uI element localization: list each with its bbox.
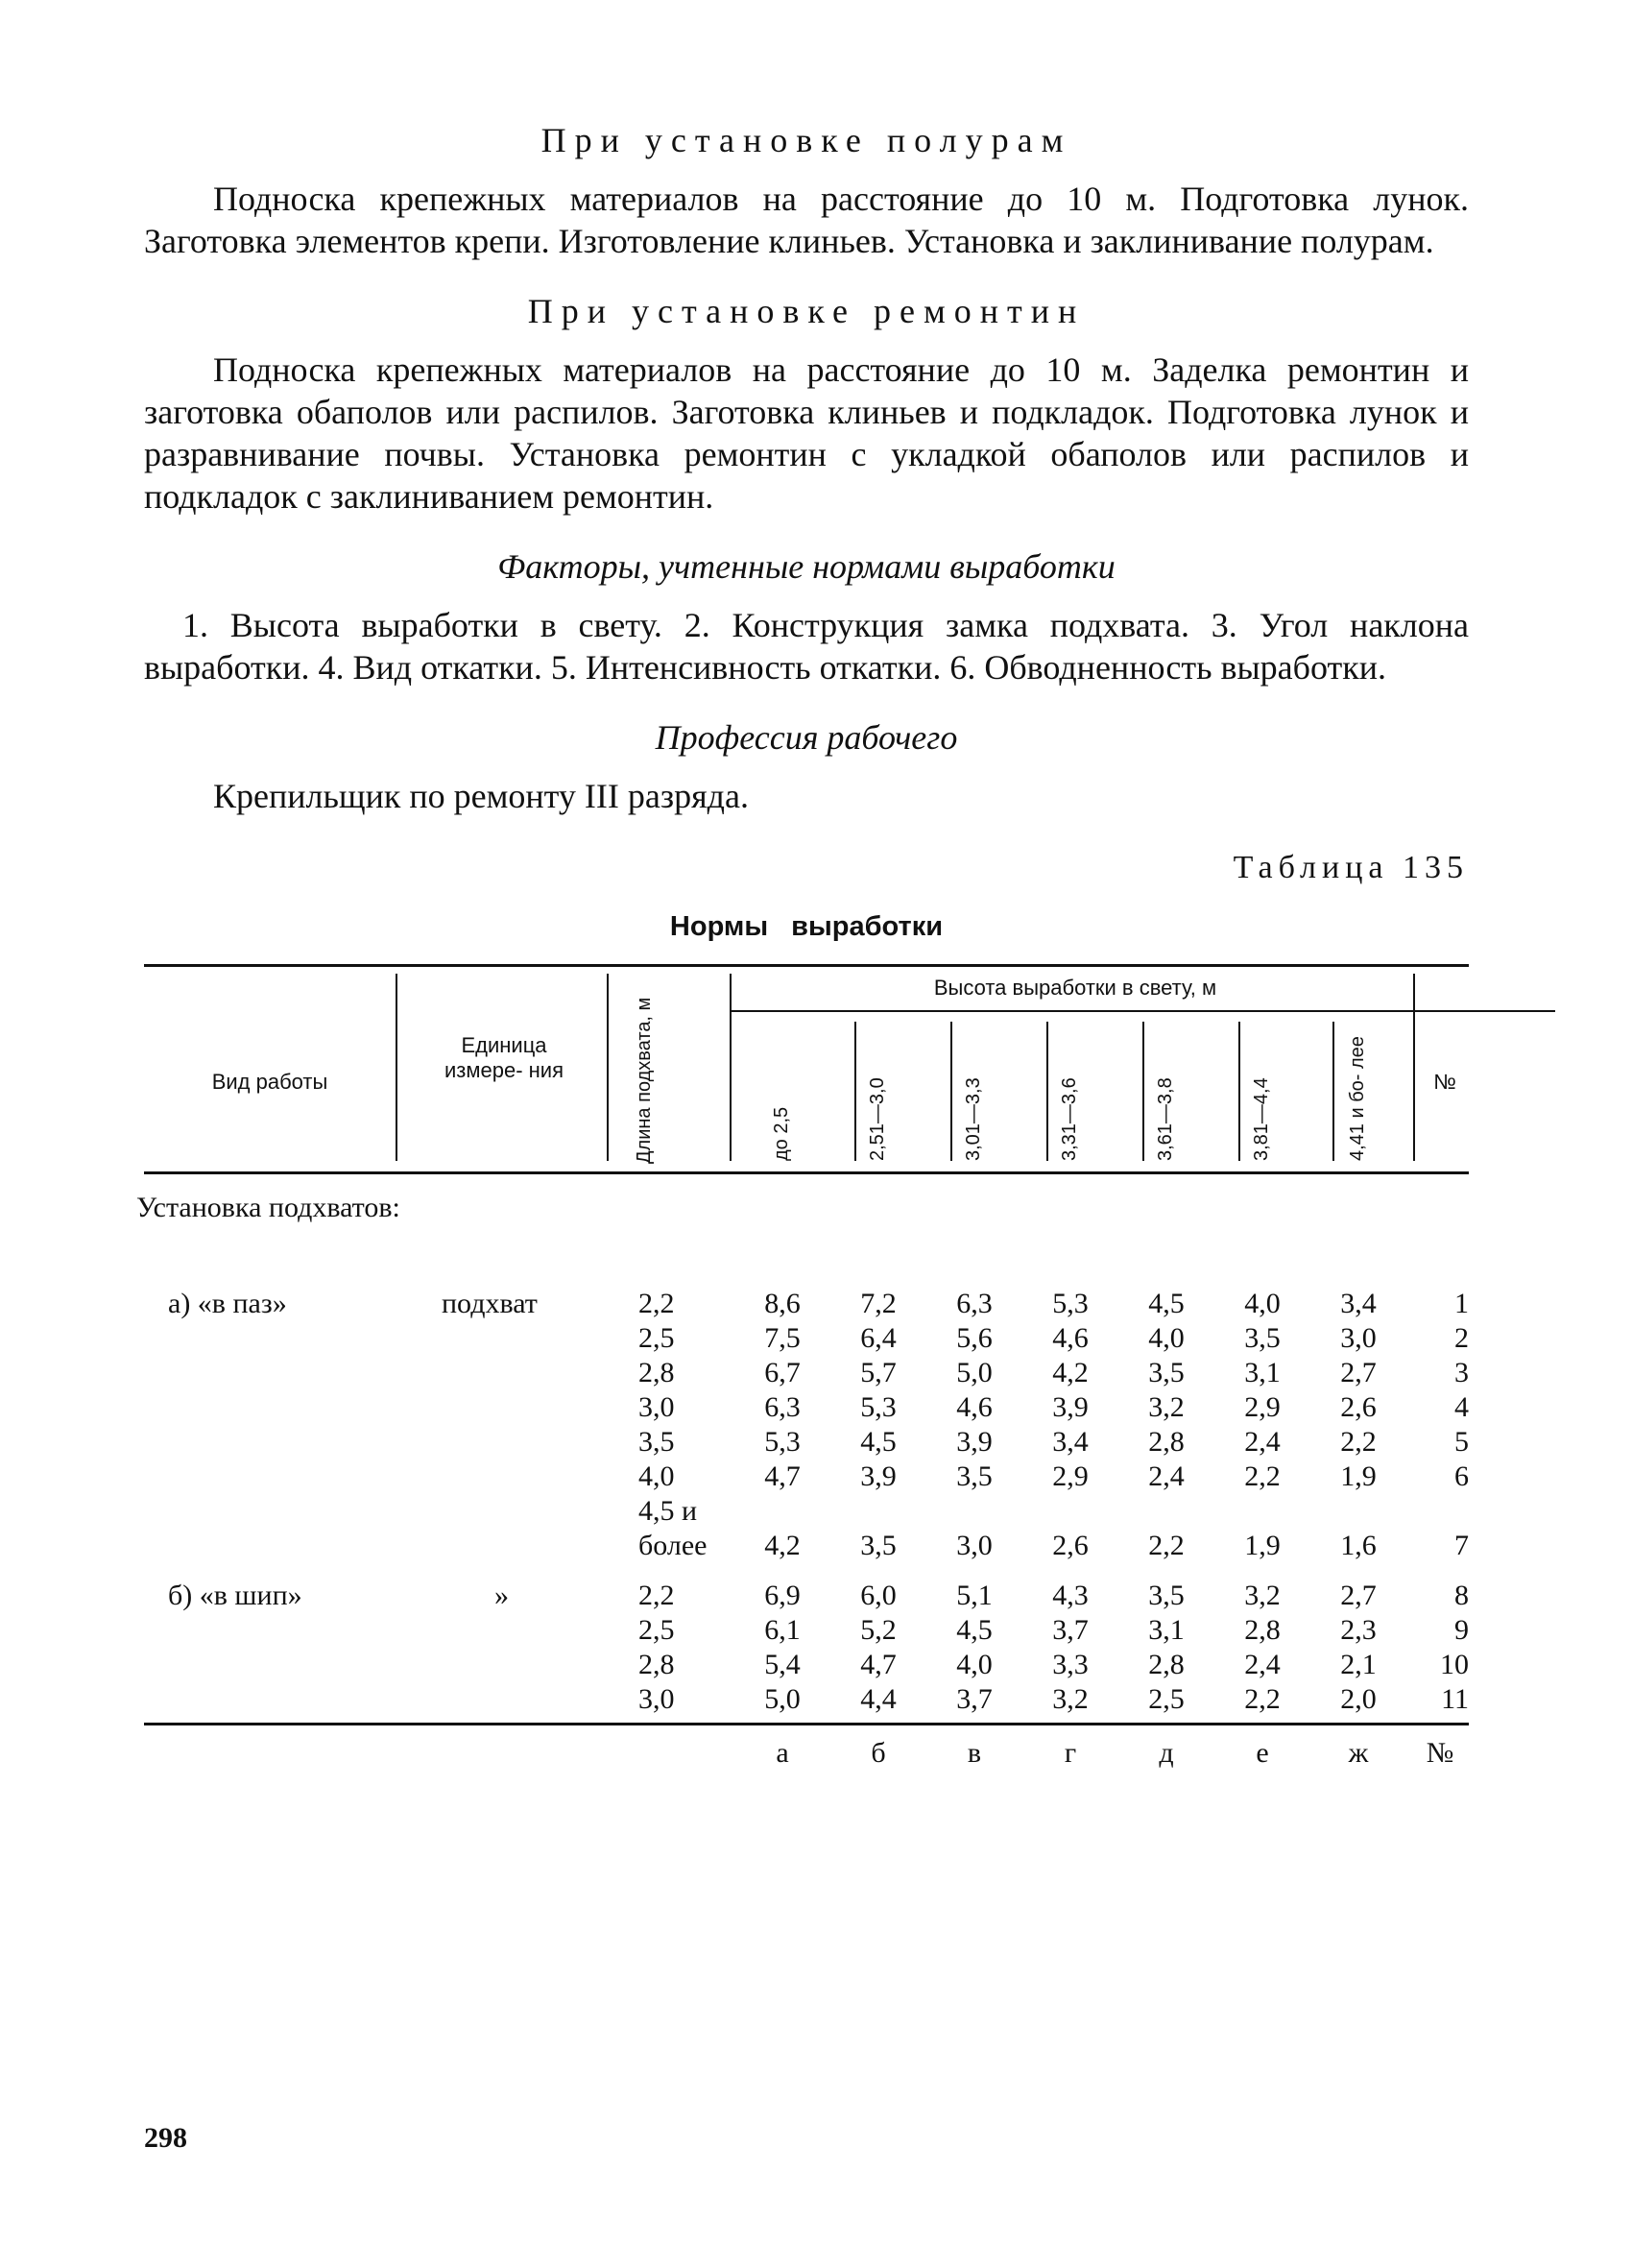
header-height-range: 3,01—3,3	[963, 1077, 984, 1161]
norm-value: 6,0	[860, 1580, 897, 1611]
norm-value: 5,2	[860, 1614, 897, 1646]
row-number: 5	[1454, 1426, 1469, 1458]
norm-value: 2,1	[1340, 1649, 1377, 1680]
norm-value: 3,4	[1340, 1288, 1377, 1319]
row-number: 11	[1441, 1683, 1469, 1715]
length-cell: 3,5	[638, 1426, 675, 1458]
row-number: 4	[1454, 1391, 1469, 1423]
norm-value: 5,1	[956, 1580, 993, 1611]
norm-value: 2,0	[1340, 1683, 1377, 1715]
norm-value: 3,5	[1148, 1580, 1185, 1611]
norm-value: 3,0	[1340, 1322, 1377, 1354]
norm-value: 6,1	[764, 1614, 801, 1646]
norm-value: 3,3	[1052, 1649, 1089, 1680]
norm-value: 2,4	[1244, 1426, 1281, 1458]
header-divider	[730, 974, 732, 1161]
norm-value: 3,5	[956, 1460, 993, 1492]
norm-value: 7,5	[764, 1322, 801, 1354]
norm-value: 6,7	[764, 1357, 801, 1388]
row-number: 2	[1454, 1322, 1469, 1354]
page-number: 298	[144, 2122, 187, 2154]
norm-value: 2,4	[1244, 1649, 1281, 1680]
header-divider	[1332, 1022, 1334, 1161]
norm-value: 3,9	[1052, 1391, 1089, 1423]
paragraph-profession: Крепильщик по ремонту III разряда.	[213, 777, 749, 815]
header-divider	[1142, 1022, 1144, 1161]
group-unit: подхват	[442, 1288, 538, 1319]
norm-value: 2,9	[1244, 1391, 1281, 1423]
norm-value: 4,4	[860, 1683, 897, 1715]
norm-value: 2,7	[1340, 1357, 1377, 1388]
column-letter: №	[1426, 1737, 1454, 1769]
norm-value: 1,6	[1340, 1530, 1377, 1561]
header-length: Длина подхвата, м	[634, 997, 655, 1164]
norm-value: 3,7	[956, 1683, 993, 1715]
norm-value: 3,1	[1244, 1357, 1281, 1388]
column-letter: ж	[1348, 1737, 1369, 1769]
norm-value: 1,9	[1340, 1460, 1377, 1492]
norm-value: 4,5	[1148, 1288, 1185, 1319]
header-divider	[1238, 1022, 1240, 1161]
section-heading-factors: Факторы, учтенные нормами выработки	[497, 547, 1116, 586]
norm-value: 4,0	[956, 1649, 993, 1680]
header-height-range: 3,81—4,4	[1251, 1077, 1272, 1161]
norm-value: 6,3	[956, 1288, 993, 1319]
norm-value: 2,4	[1148, 1460, 1185, 1492]
header-divider	[1413, 974, 1415, 1161]
row-number: 3	[1454, 1357, 1469, 1388]
norm-value: 1,9	[1244, 1530, 1281, 1561]
norm-value: 6,3	[764, 1391, 801, 1423]
norm-value: 3,7	[1052, 1614, 1089, 1646]
length-cell: 3,0	[638, 1391, 675, 1423]
norm-value: 2,8	[1148, 1649, 1185, 1680]
header-height-range: до 2,5	[771, 1106, 792, 1161]
norm-value: 2,9	[1052, 1460, 1089, 1492]
length-cell: 4,5 и более	[638, 1495, 708, 1561]
length-cell: 2,2	[638, 1580, 675, 1611]
norm-value: 5,0	[764, 1683, 801, 1715]
norm-value: 5,7	[860, 1357, 897, 1388]
norm-value: 7,2	[860, 1288, 897, 1319]
height-group-rule	[730, 1010, 1555, 1012]
norm-value: 2,6	[1052, 1530, 1089, 1561]
header-divider	[396, 974, 397, 1161]
norm-value: 3,4	[1052, 1426, 1089, 1458]
norm-value: 4,2	[1052, 1357, 1089, 1388]
norm-value: 4,5	[956, 1614, 993, 1646]
length-cell: 2,5	[638, 1322, 675, 1354]
section-heading-profession: Профессия рабочего	[655, 718, 958, 757]
column-letter: а	[776, 1737, 789, 1769]
norm-value: 3,2	[1244, 1580, 1281, 1611]
norm-value: 3,2	[1052, 1683, 1089, 1715]
table-header-rule	[144, 1171, 1469, 1174]
table-title: Нормы выработки	[669, 911, 944, 942]
group-name: а) «в паз»	[168, 1288, 287, 1319]
header-number: №	[1433, 1070, 1456, 1094]
column-letter: в	[967, 1737, 982, 1769]
column-letter: е	[1256, 1737, 1269, 1769]
length-cell: 2,2	[638, 1288, 675, 1319]
header-divider	[607, 974, 609, 1161]
header-height-group: Высота выработки в свету, м	[933, 976, 1217, 1000]
length-cell: 4,0	[638, 1460, 675, 1492]
row-number: 1	[1454, 1288, 1469, 1319]
norm-value: 4,6	[956, 1391, 993, 1423]
norm-value: 5,3	[764, 1426, 801, 1458]
paragraph-remontin: Подноска крепежных материалов на расстояние до 10 м. Заделка ремонтин и заготовка обаполов или распилов. Заготовка клиньев и подкладок. Подготовка лунок и разравнивание почвы. Установка ремонтин с укладкой обаполов или распилов и подкладок с заклиниванием ремонтин.	[144, 350, 1469, 516]
norm-value: 5,3	[860, 1391, 897, 1423]
norm-value: 4,6	[1052, 1322, 1089, 1354]
column-letter: д	[1159, 1737, 1174, 1769]
row-number: 9	[1454, 1614, 1469, 1646]
header-height-range: 3,31—3,6	[1059, 1077, 1080, 1161]
norm-value: 2,2	[1148, 1530, 1185, 1561]
norm-value: 6,9	[764, 1580, 801, 1611]
header-work-type: Вид работы	[211, 1070, 328, 1094]
group-unit: »	[494, 1580, 509, 1611]
header-divider	[1046, 1022, 1048, 1161]
column-letter: г	[1064, 1737, 1077, 1769]
header-divider	[854, 1022, 856, 1161]
row-number: 6	[1454, 1460, 1469, 1492]
section-heading-half-frames: При установке полурам	[540, 121, 1072, 159]
paragraph-factors: 1. Высота выработки в свету. 2. Конструкция замка подхвата. 3. Угол наклона выработки. 4. Вид откатки. 5. Интенсивность откатки. 6. Обводненность выработки.	[144, 606, 1469, 687]
norm-value: 4,5	[860, 1426, 897, 1458]
norm-value: 2,8	[1244, 1614, 1281, 1646]
norm-value: 3,2	[1148, 1391, 1185, 1423]
row-number: 8	[1454, 1580, 1469, 1611]
norm-value: 4,0	[1148, 1322, 1185, 1354]
norm-value: 3,9	[956, 1426, 993, 1458]
norm-value: 5,6	[956, 1322, 993, 1354]
norm-value: 2,3	[1340, 1614, 1377, 1646]
page-content	[136, 120, 1469, 1771]
norm-value: 6,4	[860, 1322, 897, 1354]
table-bottom-rule	[144, 1723, 1469, 1725]
norm-value: 3,9	[860, 1460, 897, 1492]
norm-value: 2,2	[1340, 1426, 1377, 1458]
length-cell: 2,8	[638, 1649, 675, 1680]
norm-value: 4,3	[1052, 1580, 1089, 1611]
norm-value: 5,4	[764, 1649, 801, 1680]
table-label: Таблица 135	[1233, 850, 1469, 885]
header-height-range: 2,51—3,0	[867, 1077, 888, 1161]
row-number: 10	[1440, 1649, 1469, 1680]
group-title: Установка подхватов:	[136, 1192, 400, 1223]
length-cell: 2,8	[638, 1357, 675, 1388]
section-heading-remontin: При установке ремонтин	[527, 292, 1086, 330]
length-cell: 2,5	[638, 1614, 675, 1646]
group-name: б) «в шип»	[168, 1580, 302, 1611]
paragraph-half-frames: Подноска крепежных материалов на расстояние до 10 м. Подготовка лунок. Заготовка элементов крепи. Изготовление клиньев. Установка и заклинивание полурам.	[144, 180, 1469, 260]
norm-value: 2,2	[1244, 1460, 1281, 1492]
norm-value: 4,7	[860, 1649, 897, 1680]
header-height-range: 4,41 и бо- лее	[1347, 1036, 1368, 1161]
norm-value: 3,0	[956, 1530, 993, 1561]
norm-value: 3,5	[1148, 1357, 1185, 1388]
norm-value: 2,7	[1340, 1580, 1377, 1611]
norm-value: 4,7	[764, 1460, 801, 1492]
norm-value: 5,0	[956, 1357, 993, 1388]
header-divider	[950, 1022, 952, 1161]
row-number: 7	[1454, 1530, 1469, 1561]
norm-value: 4,2	[764, 1530, 801, 1561]
norm-value: 2,5	[1148, 1683, 1185, 1715]
length-cell: 3,0	[638, 1683, 675, 1715]
norm-value: 2,6	[1340, 1391, 1377, 1423]
table-top-rule	[144, 964, 1469, 967]
norm-value: 5,3	[1052, 1288, 1089, 1319]
column-letter: б	[871, 1737, 886, 1769]
norm-value: 3,5	[860, 1530, 897, 1561]
norm-value: 8,6	[764, 1288, 801, 1319]
norm-value: 3,5	[1244, 1322, 1281, 1354]
header-height-range: 3,61—3,8	[1155, 1077, 1176, 1161]
norm-value: 4,0	[1244, 1288, 1281, 1319]
norm-value: 3,1	[1148, 1614, 1185, 1646]
norm-value: 2,8	[1148, 1426, 1185, 1458]
header-unit: Единица измере- ния	[444, 1033, 564, 1082]
norm-value: 2,2	[1244, 1683, 1281, 1715]
norms-table	[136, 964, 1469, 1771]
